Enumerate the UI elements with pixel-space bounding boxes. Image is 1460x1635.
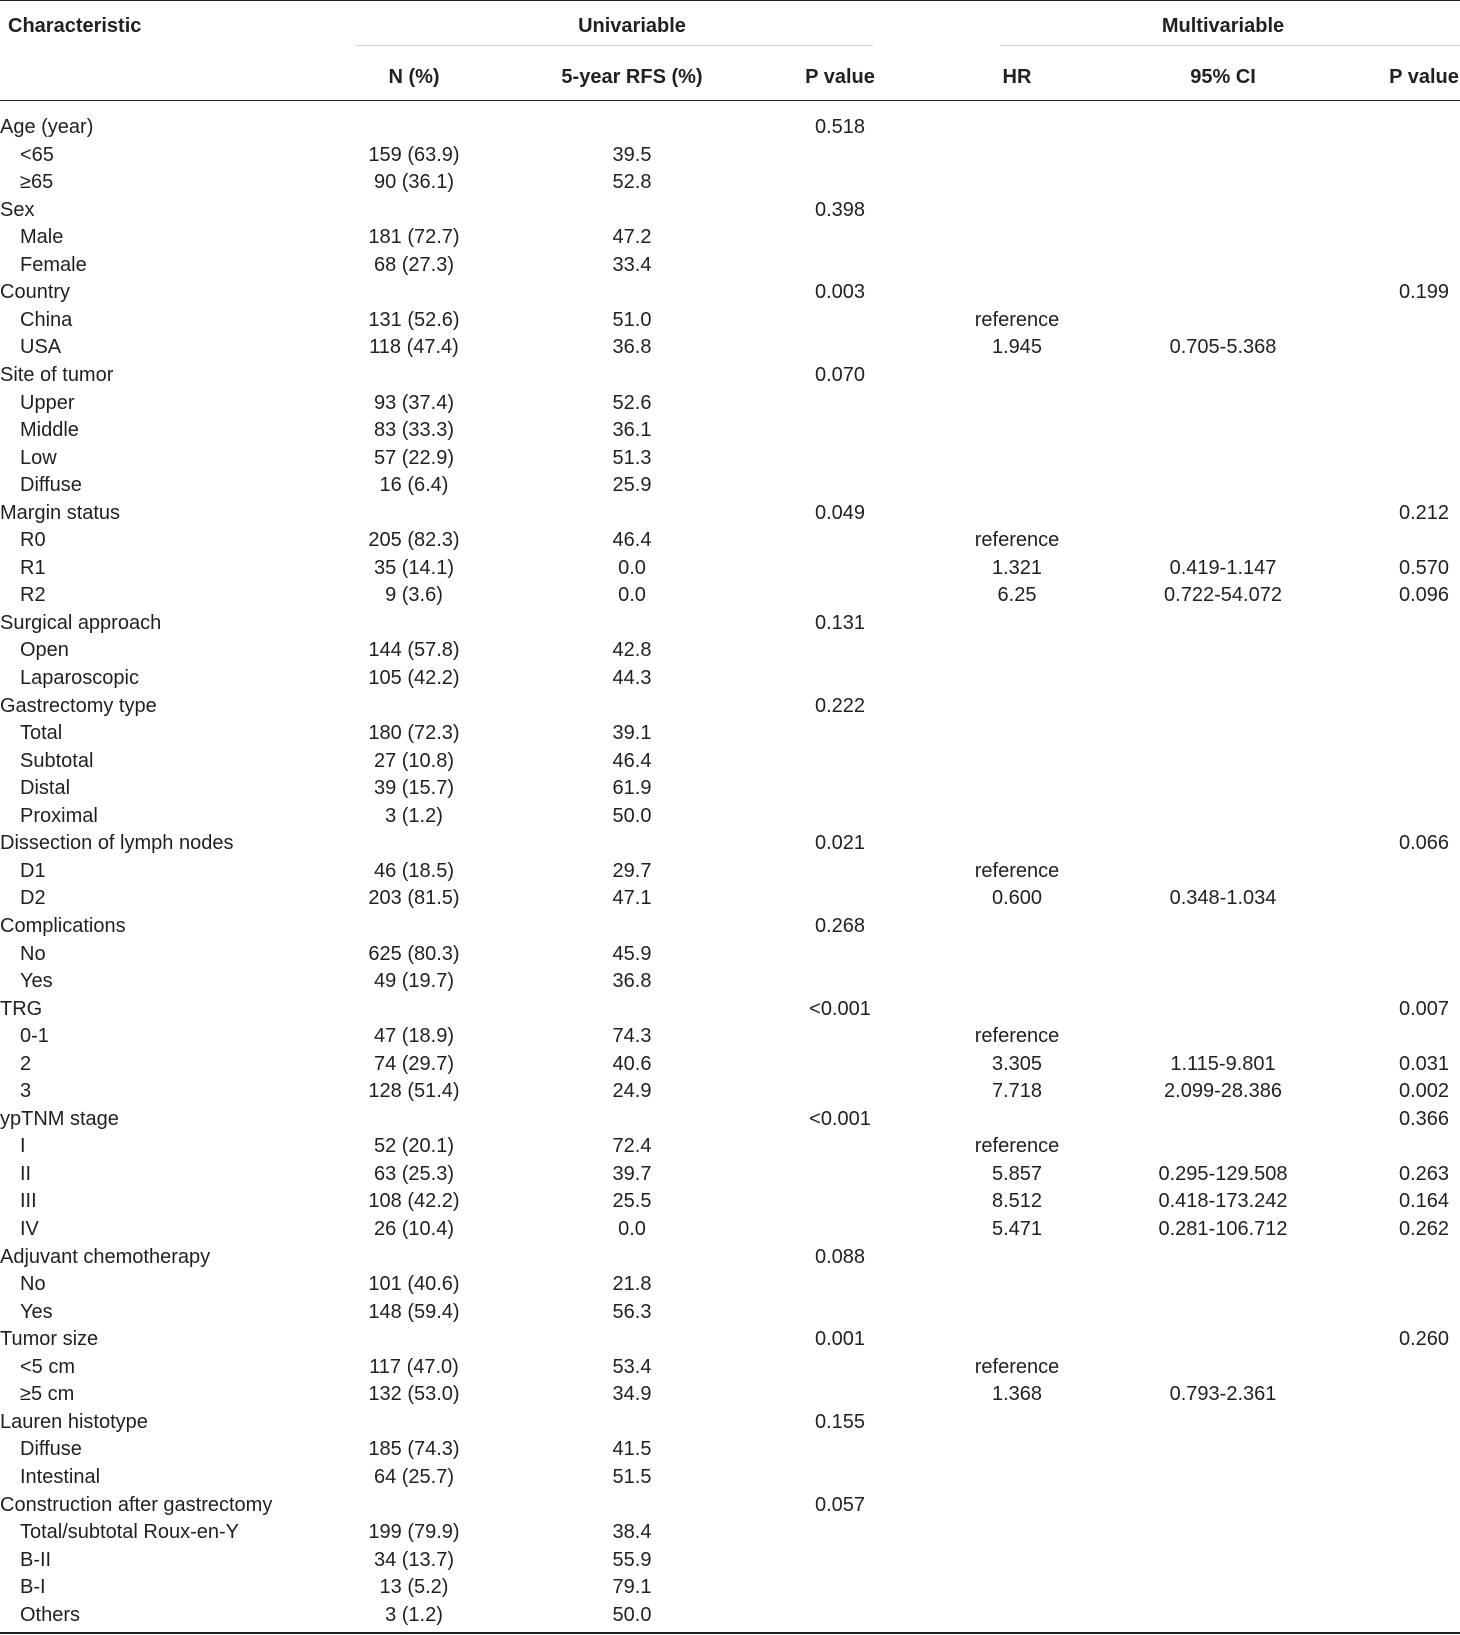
cell-n-pct: 131 (52.6): [368, 309, 460, 331]
cell-rfs: 56.3: [612, 1301, 652, 1323]
cell-p-multivariable: 0.570: [1398, 557, 1450, 579]
cell-hr: reference: [974, 309, 1060, 331]
cell-p-multivariable: 0.096: [1398, 584, 1450, 606]
top-rule: [0, 0, 1460, 1]
cell-rfs: 0.0: [618, 557, 646, 579]
cell-n-pct: 26 (10.4): [373, 1218, 455, 1240]
header-characteristic: Characteristic: [8, 15, 142, 37]
cell-p-univariable: <0.001: [809, 998, 871, 1020]
cell-n-pct: 101 (40.6): [368, 1273, 460, 1295]
cell-n-pct: 128 (51.4): [368, 1080, 460, 1102]
cell-p-univariable: 0.155: [814, 1411, 866, 1433]
cell-label: I: [20, 1135, 26, 1157]
cell-label: Upper: [20, 392, 75, 414]
cell-label: III: [20, 1190, 37, 1212]
cell-label: Gastrectomy type: [0, 695, 157, 717]
cell-label: Distal: [20, 777, 71, 799]
cell-n-pct: 52 (20.1): [373, 1135, 455, 1157]
cell-n-pct: 203 (81.5): [368, 887, 460, 909]
header-rule: [0, 100, 1460, 101]
cell-n-pct: 39 (15.7): [373, 777, 455, 799]
cell-hr: reference: [974, 860, 1060, 882]
cell-rfs: 38.4: [612, 1521, 652, 1543]
cell-rfs: 52.6: [612, 392, 652, 414]
cell-n-pct: 64 (25.7): [373, 1466, 455, 1488]
cell-hr: 3.305: [991, 1053, 1043, 1075]
cell-label: Open: [20, 639, 69, 661]
cell-n-pct: 159 (63.9): [368, 144, 460, 166]
cell-hr: 5.857: [991, 1163, 1043, 1185]
cell-n-pct: 63 (25.3): [373, 1163, 455, 1185]
cell-label: R0: [20, 529, 46, 551]
cell-label: China: [20, 309, 73, 331]
cell-n-pct: 35 (14.1): [373, 557, 455, 579]
cell-p-multivariable: 0.212: [1398, 502, 1450, 524]
cell-n-pct: 83 (33.3): [373, 419, 455, 441]
cell-label: Total/subtotal Roux-en-Y: [20, 1521, 240, 1543]
cell-label: <5 cm: [20, 1356, 76, 1378]
multivariable-underline: [1000, 45, 1460, 46]
cell-label: <65: [20, 144, 54, 166]
cell-n-pct: 3 (1.2): [385, 1604, 443, 1626]
cell-p-univariable: 0.398: [814, 199, 866, 221]
cell-label: Laparoscopic: [20, 667, 139, 689]
cell-p-multivariable: 0.002: [1398, 1080, 1450, 1102]
cell-n-pct: 117 (47.0): [369, 1356, 459, 1378]
cell-label: Yes: [20, 970, 53, 992]
cell-rfs: 50.0: [612, 805, 652, 827]
cell-rfs: 47.2: [612, 226, 652, 248]
cell-rfs: 25.9: [612, 474, 652, 496]
cell-rfs: 51.5: [612, 1466, 652, 1488]
cell-label: TRG: [0, 998, 43, 1020]
cell-rfs: 41.5: [612, 1438, 652, 1460]
cell-rfs: 61.9: [612, 777, 652, 799]
cell-hr: reference: [974, 529, 1060, 551]
cell-label: Middle: [20, 419, 79, 441]
cell-n-pct: 47 (18.9): [373, 1025, 455, 1047]
cell-n-pct: 118 (47.4): [369, 336, 459, 358]
cell-p-univariable: 0.518: [814, 116, 866, 138]
cell-rfs: 45.9: [612, 943, 652, 965]
cell-rfs: 25.5: [612, 1190, 652, 1212]
cell-ci: 0.705-5.368: [1169, 336, 1277, 358]
cell-label: Adjuvant chemotherapy: [0, 1246, 211, 1268]
cell-hr: reference: [974, 1135, 1060, 1157]
header-p-multivariable: P value: [1389, 66, 1459, 88]
cell-ci: 0.348-1.034: [1169, 887, 1277, 909]
cell-label: Subtotal: [20, 750, 94, 772]
cell-hr: 6.25: [997, 584, 1037, 606]
cell-label: Country: [0, 281, 71, 303]
cell-label: Lauren histotype: [0, 1411, 148, 1433]
bottom-rule: [0, 1632, 1460, 1634]
cell-ci: 0.722-54.072: [1164, 584, 1282, 606]
cell-n-pct: 108 (42.2): [368, 1190, 460, 1212]
cell-label: Dissection of lymph nodes: [0, 832, 234, 854]
cell-label: ≥65: [20, 171, 54, 193]
cell-n-pct: 132 (53.0): [368, 1383, 460, 1405]
cell-ci: 0.295-129.508: [1158, 1163, 1288, 1185]
cell-rfs: 53.4: [612, 1356, 652, 1378]
cell-rfs: 47.1: [612, 887, 652, 909]
cell-p-univariable: 0.057: [814, 1494, 866, 1516]
cell-hr: 7.718: [991, 1080, 1043, 1102]
cell-n-pct: 34 (13.7): [373, 1549, 455, 1571]
cell-label: Construction after gastrectomy: [0, 1494, 273, 1516]
header-rfs: 5-year RFS (%): [561, 66, 703, 88]
cell-label: USA: [20, 336, 62, 358]
cell-hr: 5.471: [991, 1218, 1043, 1240]
cell-p-univariable: 0.003: [814, 281, 866, 303]
cell-n-pct: 185 (74.3): [368, 1438, 460, 1460]
cell-label: No: [20, 1273, 46, 1295]
cell-label: Surgical approach: [0, 612, 162, 634]
cell-rfs: 50.0: [612, 1604, 652, 1626]
cell-p-univariable: 0.222: [814, 695, 866, 717]
cell-label: II: [20, 1163, 32, 1185]
cell-n-pct: 16 (6.4): [379, 474, 449, 496]
cell-p-univariable: 0.049: [814, 502, 866, 524]
cell-n-pct: 68 (27.3): [373, 254, 455, 276]
cell-rfs: 46.4: [612, 529, 652, 551]
cell-hr: 0.600: [991, 887, 1043, 909]
cell-label: ypTNM stage: [0, 1108, 119, 1130]
cell-hr: 1.321: [991, 557, 1043, 579]
cell-n-pct: 93 (37.4): [373, 392, 455, 414]
header-hr: HR: [1002, 66, 1032, 88]
cell-label: Margin status: [0, 502, 121, 524]
cell-label: B-I: [20, 1576, 46, 1598]
cell-n-pct: 199 (79.9): [368, 1521, 460, 1543]
cell-n-pct: 49 (19.7): [373, 970, 455, 992]
cell-rfs: 51.3: [612, 447, 652, 469]
cell-label: R1: [20, 557, 46, 579]
header-ci: 95% CI: [1190, 66, 1256, 88]
cell-label: B-II: [20, 1549, 52, 1571]
cell-rfs: 74.3: [612, 1025, 652, 1047]
cell-label: Female: [20, 254, 87, 276]
cell-rfs: 51.0: [612, 309, 652, 331]
cell-p-multivariable: 0.066: [1398, 832, 1450, 854]
cell-n-pct: 144 (57.8): [368, 639, 460, 661]
cell-label: Proximal: [20, 805, 98, 827]
cell-label: R2: [20, 584, 46, 606]
cell-rfs: 79.1: [612, 1576, 652, 1598]
cell-label: D2: [20, 887, 46, 909]
cell-ci: 0.419-1.147: [1169, 557, 1277, 579]
header-univariable: Univariable: [578, 15, 686, 37]
cell-ci: 1.115-9.801: [1170, 1053, 1276, 1075]
cell-label: Intestinal: [20, 1466, 101, 1488]
cell-p-univariable: 0.268: [814, 915, 866, 937]
cell-rfs: 42.8: [612, 639, 652, 661]
cell-label: Total: [20, 722, 63, 744]
cell-n-pct: 180 (72.3): [368, 722, 460, 744]
cell-rfs: 29.7: [612, 860, 652, 882]
cell-rfs: 0.0: [618, 584, 646, 606]
cell-p-multivariable: 0.260: [1398, 1328, 1450, 1350]
cell-ci: 2.099-28.386: [1164, 1080, 1282, 1102]
cell-hr: reference: [974, 1025, 1060, 1047]
cell-label: Tumor size: [0, 1328, 99, 1350]
cell-rfs: 0.0: [618, 1218, 646, 1240]
header-p-univariable: P value: [805, 66, 875, 88]
cell-rfs: 72.4: [612, 1135, 652, 1157]
cell-p-multivariable: 0.366: [1398, 1108, 1450, 1130]
cell-rfs: 40.6: [612, 1053, 652, 1075]
cell-n-pct: 13 (5.2): [379, 1576, 449, 1598]
cell-p-multivariable: 0.031: [1398, 1053, 1450, 1075]
cell-p-multivariable: 0.262: [1398, 1218, 1450, 1240]
cell-n-pct: 90 (36.1): [373, 171, 455, 193]
cell-p-univariable: 0.001: [814, 1328, 866, 1350]
cell-p-multivariable: 0.007: [1398, 998, 1450, 1020]
cell-label: Yes: [20, 1301, 53, 1323]
cell-rfs: 34.9: [612, 1383, 652, 1405]
univariable-underline: [355, 45, 873, 46]
cell-label: ≥5 cm: [20, 1383, 75, 1405]
cell-n-pct: 46 (18.5): [373, 860, 455, 882]
cell-hr: 1.945: [991, 336, 1043, 358]
cell-label: Diffuse: [20, 1438, 82, 1460]
cell-ci: 0.793-2.361: [1169, 1383, 1277, 1405]
cell-rfs: 55.9: [612, 1549, 652, 1571]
cell-label: Sex: [0, 199, 35, 221]
cell-label: Age (year): [0, 116, 94, 138]
header-n-pct: N (%): [388, 66, 440, 88]
cell-label: D1: [20, 860, 46, 882]
cell-n-pct: 148 (59.4): [368, 1301, 460, 1323]
cell-rfs: 24.9: [612, 1080, 652, 1102]
cell-rfs: 39.7: [612, 1163, 652, 1185]
cell-ci: 0.418-173.242: [1158, 1190, 1288, 1212]
cell-n-pct: 205 (82.3): [368, 529, 460, 551]
cell-p-univariable: 0.131: [814, 612, 866, 634]
cell-label: Low: [20, 447, 57, 469]
cell-p-multivariable: 0.164: [1398, 1190, 1450, 1212]
cell-label: 0-1: [20, 1025, 49, 1047]
cell-rfs: 39.5: [612, 144, 652, 166]
cell-rfs: 36.8: [612, 336, 652, 358]
cell-label: Others: [20, 1604, 81, 1626]
cell-label: Diffuse: [20, 474, 82, 496]
cell-p-multivariable: 0.263: [1398, 1163, 1450, 1185]
cell-p-univariable: 0.021: [814, 832, 866, 854]
cell-n-pct: 74 (29.7): [373, 1053, 455, 1075]
cell-p-univariable: 0.088: [814, 1246, 866, 1268]
cell-rfs: 52.8: [612, 171, 652, 193]
cell-hr: 1.368: [991, 1383, 1043, 1405]
cell-rfs: 39.1: [612, 722, 652, 744]
cell-label: Site of tumor: [0, 364, 114, 386]
cell-label: 3: [20, 1080, 32, 1102]
cell-rfs: 36.8: [612, 970, 652, 992]
header-multivariable: Multivariable: [1161, 15, 1285, 37]
cell-label: 2: [20, 1053, 32, 1075]
cell-rfs: 46.4: [612, 750, 652, 772]
cell-p-multivariable: 0.199: [1398, 281, 1450, 303]
cell-n-pct: 3 (1.2): [385, 805, 443, 827]
cell-n-pct: 625 (80.3): [368, 943, 460, 965]
cell-label: Complications: [0, 915, 126, 937]
cell-rfs: 21.8: [612, 1273, 652, 1295]
cell-n-pct: 105 (42.2): [368, 667, 460, 689]
cell-ci: 0.281-106.712: [1158, 1218, 1288, 1240]
cell-rfs: 36.1: [612, 419, 652, 441]
cell-p-univariable: <0.001: [809, 1108, 871, 1130]
cell-n-pct: 27 (10.8): [373, 750, 455, 772]
cell-rfs: 33.4: [612, 254, 652, 276]
cell-hr: 8.512: [991, 1190, 1043, 1212]
cell-n-pct: 57 (22.9): [373, 447, 455, 469]
cell-n-pct: 9 (3.6): [385, 584, 443, 606]
cell-n-pct: 181 (72.7): [368, 226, 460, 248]
cell-p-univariable: 0.070: [814, 364, 866, 386]
cell-rfs: 44.3: [612, 667, 652, 689]
cell-label: No: [20, 943, 46, 965]
cell-label: Male: [20, 226, 64, 248]
cell-hr: reference: [974, 1356, 1060, 1378]
cell-label: IV: [20, 1218, 39, 1240]
